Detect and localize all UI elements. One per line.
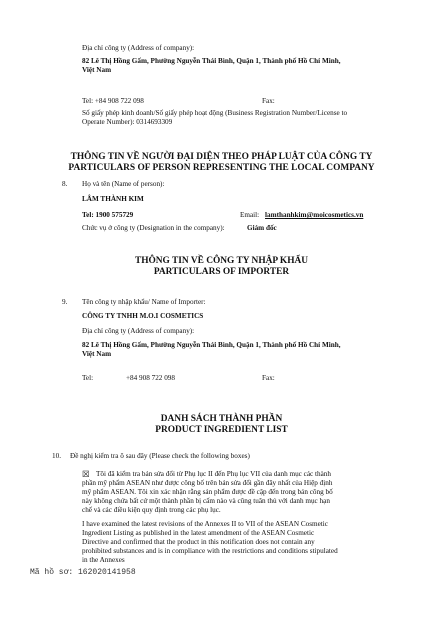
item-number-8: 8. [62, 180, 68, 188]
representative-name: LÂM THÀNH KIM [82, 195, 144, 203]
ingredients-instruction: Đề nghị kiểm tra ô sau đây (Please check the following boxes) [70, 452, 250, 460]
company-license-line1: Số giấy phép kinh doanh/Số giấy phép hoạt động (Business Registration Number/License to [82, 109, 348, 117]
ingredients-para-en-2: Ingredient Listing as published in the latest amendment of the ASEAN Cosmetic [82, 529, 315, 537]
item-number-10: 10. [52, 452, 61, 460]
ingredients-title-en: PRODUCT INGREDIENT LIST [155, 425, 288, 435]
representative-title-vi: THÔNG TIN VỀ NGƯỜI ĐẠI DIỆN THEO PHÁP LUẬT CỦA CÔNG TY [70, 152, 373, 162]
importer-tel: +84 908 722 098 [126, 374, 175, 382]
company-address-line1: 82 Lê Thị Hồng Gấm, Phường Nguyễn Thái Bình, Quận 1, Thành phố Hồ Chí Minh, [82, 57, 341, 65]
ingredients-para-en-5: in the Annexes [82, 556, 125, 564]
representative-name-label: Họ và tên (Name of person): [82, 180, 165, 188]
ingredients-para-vi-3: mỹ phẩm ASEAN. Tôi xin xác nhận rằng sản phẩm được đề cập đến trong bản công bố [82, 488, 333, 496]
importer-title-vi: THÔNG TIN VỀ CÔNG TY NHẬP KHẨU [134, 256, 309, 266]
importer-address-line1: 82 Lê Thị Hồng Gấm, Phường Nguyễn Thái Bình, Quận 1, Thành phố Hồ Chí Minh, [82, 341, 341, 349]
importer-fax: Fax: [262, 374, 275, 382]
ingredients-checkbox[interactable]: ☒ [82, 469, 90, 479]
representative-title-en: PARTICULARS OF PERSON REPRESENTING THE LOCAL COMPANY [68, 163, 375, 173]
importer-tel-label: Tel: [82, 374, 94, 382]
ingredients-title-vi: DANH SÁCH THÀNH PHẦN [160, 414, 283, 424]
importer-name: CÔNG TY TNHH M.O.I COSMETICS [82, 312, 204, 320]
ingredients-para-vi-4: này không chứa bất cứ một thành phần bị cấm nào và cũng tuân thủ với danh mục hạn [82, 497, 330, 505]
importer-title-en: PARTICULARS OF IMPORTER [153, 267, 290, 277]
representative-email: lamthanhkim@moicosmetics.vn [265, 211, 364, 219]
ingredients-para-en-4: prohibited substances and is in compliance with the restrictions and conditions stipulated [82, 547, 338, 555]
ingredients-para-vi-5: chế và các điều kiện quy định trong các phụ lục. [82, 506, 221, 514]
representative-designation-label: Chức vụ ở công ty (Designation in the company): [82, 224, 225, 232]
ingredients-para-vi-1: Tôi đã kiểm tra bản sửa đổi từ Phụ lục II đến Phụ lục VII của danh mục các thành [96, 470, 331, 478]
importer-name-label: Tên công ty nhập khẩu/ Name of Importer: [82, 298, 206, 306]
company-address-line2: Việt Nam [82, 66, 112, 74]
representative-tel: Tel: 1900 575729 [82, 211, 134, 219]
company-fax: Fax: [262, 97, 275, 105]
ingredients-para-vi-2: phần mỹ phẩm ASEAN như được công bố trên bản sửa đổi gần đây nhất của Hiệp định [82, 479, 333, 487]
representative-designation: Giám đốc [247, 224, 277, 232]
company-license-line2: Operate Number): 0314693309 [82, 118, 173, 126]
file-code: Mã hồ sơ: 162020141958 [30, 568, 136, 577]
company-address-label: Địa chỉ công ty (Address of company): [82, 44, 195, 52]
importer-address-label: Địa chỉ công ty (Address of company): [82, 327, 195, 335]
ingredients-para-en-1: I have examined the latest revisions of the Annexes II to VII of the ASEAN Cosmetic [82, 520, 328, 528]
company-tel: Tel: +84 908 722 098 [82, 97, 144, 105]
importer-address-line2: Việt Nam [82, 350, 112, 358]
ingredients-para-en-3: Directive and confirmed that the product in this notification does not contain any [82, 538, 315, 546]
item-number-9: 9. [62, 298, 68, 306]
representative-email-label: Email: [240, 211, 260, 219]
